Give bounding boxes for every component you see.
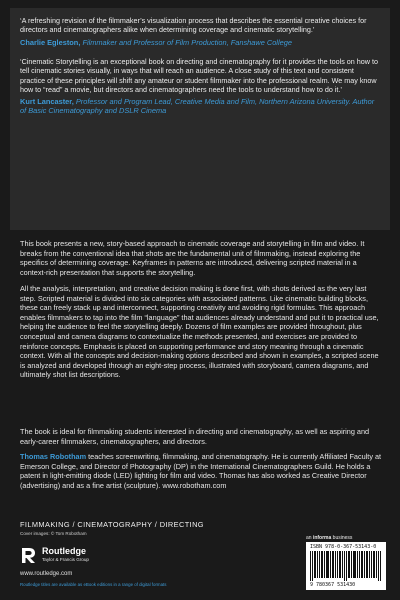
routledge-logo-icon xyxy=(20,545,38,565)
author-bio-body: teaches screenwriting, filmmaking, and cinematography. He is currently Affiliated Faculty at Emerson College, and Director of Photography (DP) in the International Cinematographers Guild. He holds a patent in light-emitting diode (LED) lighting for film and video. Thomas has also worked as Creative Director (advertising) and as a fine artist (sculpture). www.robotham.com xyxy=(20,452,382,490)
subject-categories: FILMMAKING / CINEMATOGRAPHY / DIRECTING xyxy=(20,520,204,529)
description-para-1: This book presents a new, story-based approach to cinematic coverage and storytelling in film and video. It breaks from the conventional idea that shots are the fundamental unit of filmmaking, instead exploring the specifics of determining coverage. Keyframes in patterns are introduced, delivering scripted material in a context-rich presentation that supports the storytelling. xyxy=(20,239,365,277)
description-para-2: All the analysis, interpretation, and creative decision making is done first, with shots derived as the very last step. Scripted material is divided into six categories with associated patterns. Like cinematic building blocks, these can freely stack up and interconnect, supporting creativity and avoiding rigid formulas. This approach enables filmmakers to tap into the film “language” that audiences already understand and put it to practical use, helping the audience to feel the storytelling deeply. Dozens of film examples are provided throughout, plus conceptual and camera diagrams to contextualize the methods presented, and exercises are provided to reinforce concepts. Emphasis is placed on supporting performance and story meaning through a cinematic context. With all the concepts and decision-making options described and shown in examples, a scripted scene is analyzed and developed through an eight-step process, illustrated with storyboard, camera diagrams, and ultimately shot list descriptions. xyxy=(20,284,379,380)
description-paragraph-3 xyxy=(20,427,384,446)
quote-1-author: Charlie Egleston, xyxy=(20,37,81,47)
quotes-box xyxy=(10,8,390,230)
publisher-logo xyxy=(20,543,130,569)
quote-1-author-title: Filmmaker and Professor of Film Production, Fanshawe College xyxy=(82,37,292,47)
isbn-text: ISBN 978-0-367-53143-0 xyxy=(310,544,377,550)
quote-1-attribution xyxy=(20,38,380,47)
quote-2-author-title: Professor and Program Lead, Creative Media and Film, Northern Arizona University. Author of Basic Cinematography and DSLR Cinema xyxy=(20,97,375,116)
quote-2-text: ‘Cinematic Storytelling is an exceptional book on directing and cinematography for it provides the tools on how to tell cinematic stories visually, in ways that will reach an audience. A close study of this text and consistent practice of these principles will shift any amateur or student filmmaker into the professional realm. We may know how to “read” a movie, but directors and cinematographers need the tools to understand how to do it.’ xyxy=(20,56,378,95)
description-paragraph-1 xyxy=(20,239,384,277)
quote-1-text: ‘A refreshing revision of the filmmaker’s visualization process that describes the essential creative choices for directors and cinematographers alike when determining coverage and cinematic storytelling.’ xyxy=(20,16,367,35)
publisher-name: Routledge xyxy=(42,546,86,556)
ebook-footnote: Routledge titles are available as eBook editions in a range of digital formats xyxy=(20,582,167,587)
quote-2-author: Kurt Lancaster, xyxy=(20,97,74,107)
informa-business-label xyxy=(306,535,352,541)
barcode-number: 9 780367 531430 xyxy=(310,582,356,588)
informa-prefix: an xyxy=(306,535,313,541)
publisher-subtitle: Taylor & Francis Group xyxy=(42,557,89,562)
description-para-3: The book is ideal for filmmaking students interested in directing and cinematography, as well as aspiring and early-career filmmakers, cinematographers, and directors. xyxy=(20,427,370,446)
informa-suffix: business xyxy=(331,535,353,541)
author-bio xyxy=(20,452,384,490)
author-bio-text xyxy=(20,452,384,490)
quote-2-attribution xyxy=(20,97,380,115)
publisher-website: www.routledge.com xyxy=(20,571,73,577)
informa-brand: informa xyxy=(312,535,332,541)
barcode-panel xyxy=(306,542,386,590)
description-paragraph-2 xyxy=(20,284,384,380)
barcode-graphic xyxy=(310,551,382,581)
cover-credit: Cover images: © Tom Robotham xyxy=(20,531,87,536)
author-bio-name: Thomas Robotham xyxy=(20,452,87,461)
